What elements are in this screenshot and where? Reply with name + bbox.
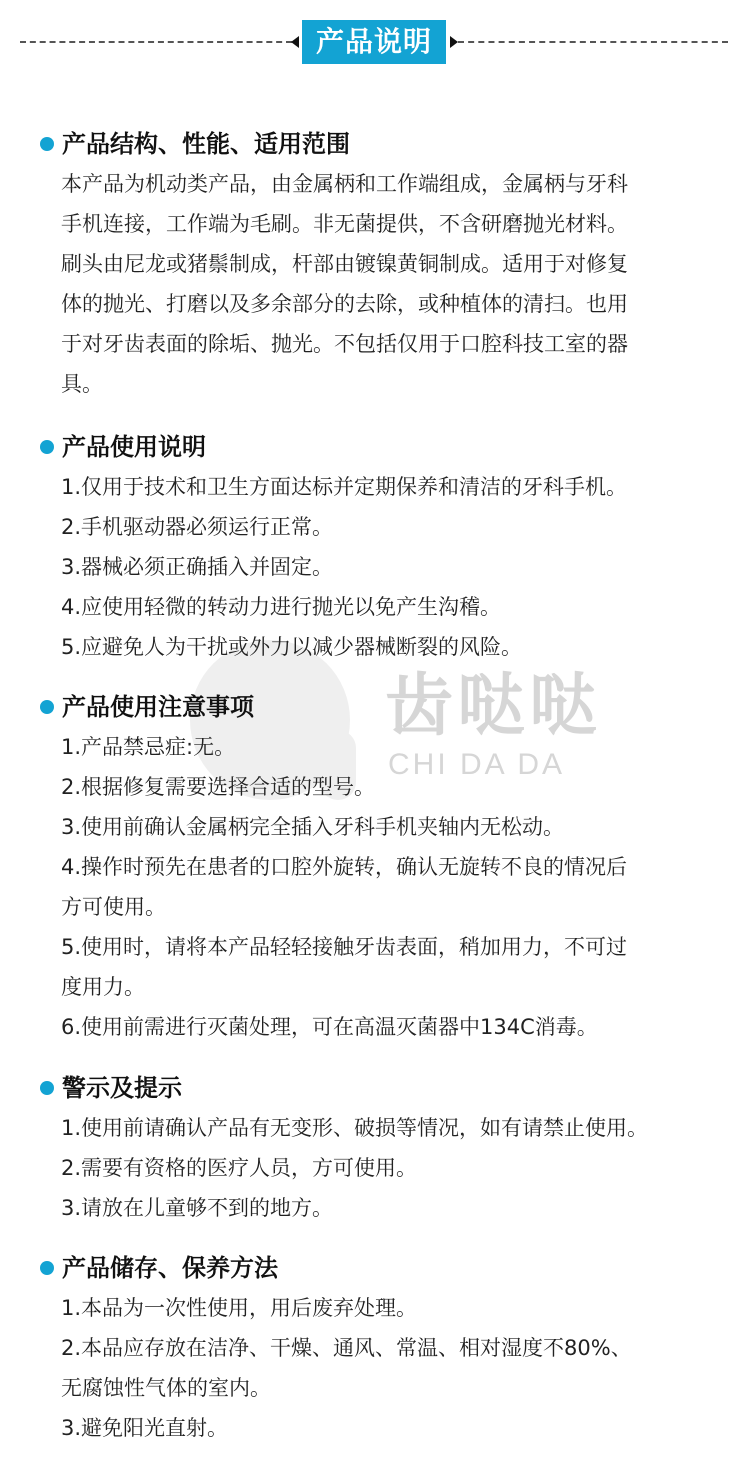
list-item: 2.需要有资格的医疗人员，方可使用。 <box>61 1156 418 1180</box>
section-heading-text: 产品使用注意事项 <box>62 693 254 721</box>
divider-right <box>458 41 728 43</box>
section-heading-text: 产品结构、性能、适用范围 <box>62 130 350 158</box>
list-item: 1.仅用于技术和卫生方面达标并定期保养和清洁的牙科手机。 <box>61 475 628 499</box>
list-item: 3.避免阳光直射。 <box>61 1416 229 1440</box>
list-item: 2.手机驱动器必须运行正常。 <box>61 515 334 539</box>
list-item: 5.应避免人为干扰或外力以减少器械断裂的风险。 <box>61 635 523 659</box>
list-item: 3.使用前确认金属柄完全插入牙科手机夹轴内无松动。 <box>61 815 565 839</box>
arrow-right-icon <box>450 36 458 48</box>
paragraph-line: 体的抛光、打磨以及多余部分的去除，或种植体的清扫。也用 <box>61 292 628 316</box>
section-heading <box>40 687 730 727</box>
bullet-dot-icon <box>40 1261 54 1275</box>
list-item: 2.本品应存放在洁净、干燥、通风、常温、相对湿度不80%、 <box>61 1336 632 1360</box>
section-heading-text: 警示及提示 <box>62 1074 182 1102</box>
watermark-subtext: CHI DA DA <box>388 748 566 781</box>
section-heading-text: 产品使用说明 <box>62 433 206 461</box>
paragraph-line: 本产品为机动类产品，由金属柄和工作端组成，金属柄与牙科 <box>61 172 628 196</box>
watermark-text: 齿哒哒 <box>385 668 602 744</box>
bullet-dot-icon <box>40 440 54 454</box>
list-item: 1.本品为一次性使用，用后废弃处理。 <box>61 1296 418 1320</box>
section-warnings <box>40 1068 730 1228</box>
list-item: 度用力。 <box>61 975 145 999</box>
section-precautions <box>40 687 730 1047</box>
paragraph-line: 刷头由尼龙或猪鬃制成，杆部由镀镍黄铜制成。适用于对修复 <box>61 252 628 276</box>
bullet-dot-icon <box>40 1081 54 1095</box>
section-header <box>0 0 750 80</box>
list-item: 2.根据修复需要选择合适的型号。 <box>61 775 376 799</box>
section-storage <box>40 1248 730 1448</box>
list-item: 4.操作时预先在患者的口腔外旋转，确认无旋转不良的情况后 <box>61 855 628 879</box>
section-heading-text: 产品储存、保养方法 <box>62 1254 278 1282</box>
paragraph-line: 手机连接，工作端为毛刷。非无菌提供，不含研磨抛光材料。 <box>61 212 628 236</box>
list-item: 3.请放在儿童够不到的地方。 <box>61 1196 334 1220</box>
bullet-dot-icon <box>40 137 54 151</box>
list-item: 1.使用前请确认产品有无变形、破损等情况，如有请禁止使用。 <box>61 1116 649 1140</box>
page-title: 产品说明 <box>302 20 446 64</box>
section-heading <box>40 1068 730 1108</box>
section-heading <box>40 1248 730 1288</box>
arrow-left-icon <box>291 36 299 48</box>
bullet-dot-icon <box>40 700 54 714</box>
paragraph-line: 于对牙齿表面的除垢、抛光。不包括仅用于口腔科技工室的器 <box>61 332 628 356</box>
list-item: 5.使用时，请将本产品轻轻接触牙齿表面，稍加用力，不可过 <box>61 935 628 959</box>
list-item: 1.产品禁忌症:无。 <box>61 735 236 759</box>
section-usage <box>40 427 730 667</box>
list-item: 3.器械必须正确插入并固定。 <box>61 555 334 579</box>
list-item: 4.应使用轻微的转动力进行抛光以免产生沟稽。 <box>61 595 502 619</box>
divider-left <box>20 41 292 43</box>
section-heading <box>40 427 730 467</box>
section-structure <box>40 124 730 404</box>
paragraph-line: 具。 <box>61 372 103 396</box>
list-item: 方可使用。 <box>61 895 166 919</box>
list-item: 无腐蚀性气体的室内。 <box>61 1376 271 1400</box>
section-heading <box>40 124 730 164</box>
list-item: 6.使用前需进行灭菌处理，可在高温灭菌器中134C消毒。 <box>61 1015 598 1039</box>
